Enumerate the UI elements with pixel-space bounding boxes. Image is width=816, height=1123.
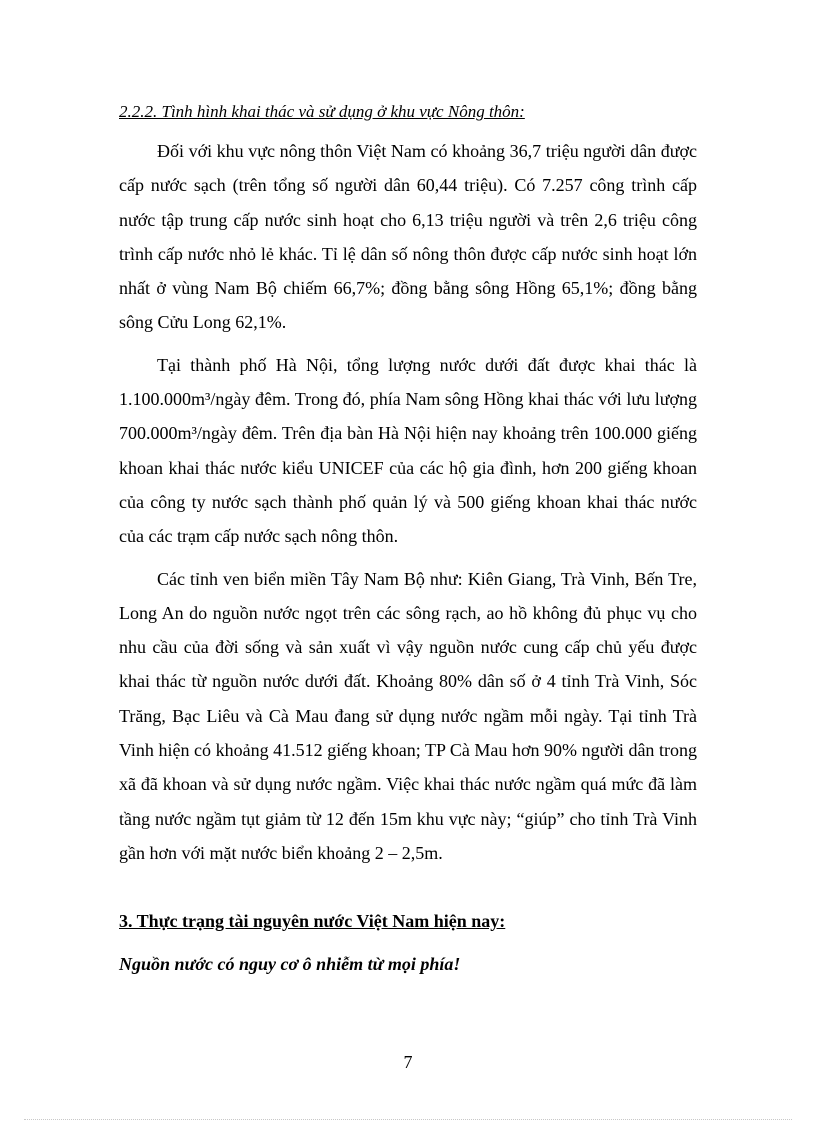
page-number: 7 bbox=[403, 1052, 413, 1072]
section-subtitle: Nguồn nước có nguy cơ ô nhiễm từ mọi phía! bbox=[119, 954, 461, 975]
page-content bbox=[119, 100, 697, 977]
section-spacer bbox=[119, 878, 697, 908]
heading-spacer bbox=[119, 934, 697, 951]
section-heading: 3. Thực trạng tài nguyên nước Việt Nam hiện nay: bbox=[119, 911, 506, 932]
paragraph-mekong-coast: Các tỉnh ven biển miền Tây Nam Bộ như: Kiên Giang, Trà Vinh, Bến Tre, Long An do nguồn nước ngọt trên các sông rạch, ao hồ không đủ phục vụ cho nhu cầu của đời sống và sản xuất vì vậy nguồn nước cung cấp chủ yếu được khai thác từ nguồn nước dưới đất. Khoảng 80% dân số ở 4 tỉnh Trà Vinh, Sóc Trăng, Bạc Liêu và Cà Mau đang sử dụng nước ngầm mỗi ngày. Tại tỉnh Trà Vinh hiện có khoảng 41.512 giếng khoan; TP Cà Mau hơn 90% người dân trong xã đã khoan và sử dụng nước ngầm. Việc khai thác nước ngầm quá mức đã làm tầng nước ngầm tụt giảm từ 12 đến 15m khu vực này; “giúp” cho tỉnh Trà Vinh gần hơn với mặt nước biển khoảng 2 – 2,5m. bbox=[119, 568, 697, 863]
page-bottom-divider bbox=[24, 1119, 792, 1120]
subsection-heading: 2.2.2. Tình hình khai thác và sử dụng ở khu vực Nông thôn: bbox=[119, 102, 525, 121]
paragraph-rural-water: Đối với khu vực nông thôn Việt Nam có khoảng 36,7 triệu người dân được cấp nước sạch (trên tổng số người dân 60,44 triệu). Có 7.257 công trình cấp nước tập trung cấp nước sinh hoạt cho 6,13 triệu người và trên 2,6 triệu công trình cấp nước nhỏ lẻ khác. Tỉ lệ dân số nông thôn được cấp nước sinh hoạt lớn nhất ở vùng Nam Bộ chiếm 66,7%; đồng bằng sông Hồng 65,1%; đồng bằng sông Cửu Long 62,1%. bbox=[119, 141, 697, 333]
paragraph-hanoi: Tại thành phố Hà Nội, tổng lượng nước dưới đất được khai thác là 1.100.000m³/ngày đêm. Trong đó, phía Nam sông Hồng khai thác với lưu lượng 700.000m³/ngày đêm. Trên địa bàn Hà Nội hiện nay khoảng trên 100.000 giếng khoan khai thác nước kiểu UNICEF của các hộ gia đình, hơn 200 giếng khoan của công ty nước sạch thành phố quản lý và 500 giếng khoan khai thác nước của các trạm cấp nước sạch nông thôn. bbox=[119, 354, 697, 547]
